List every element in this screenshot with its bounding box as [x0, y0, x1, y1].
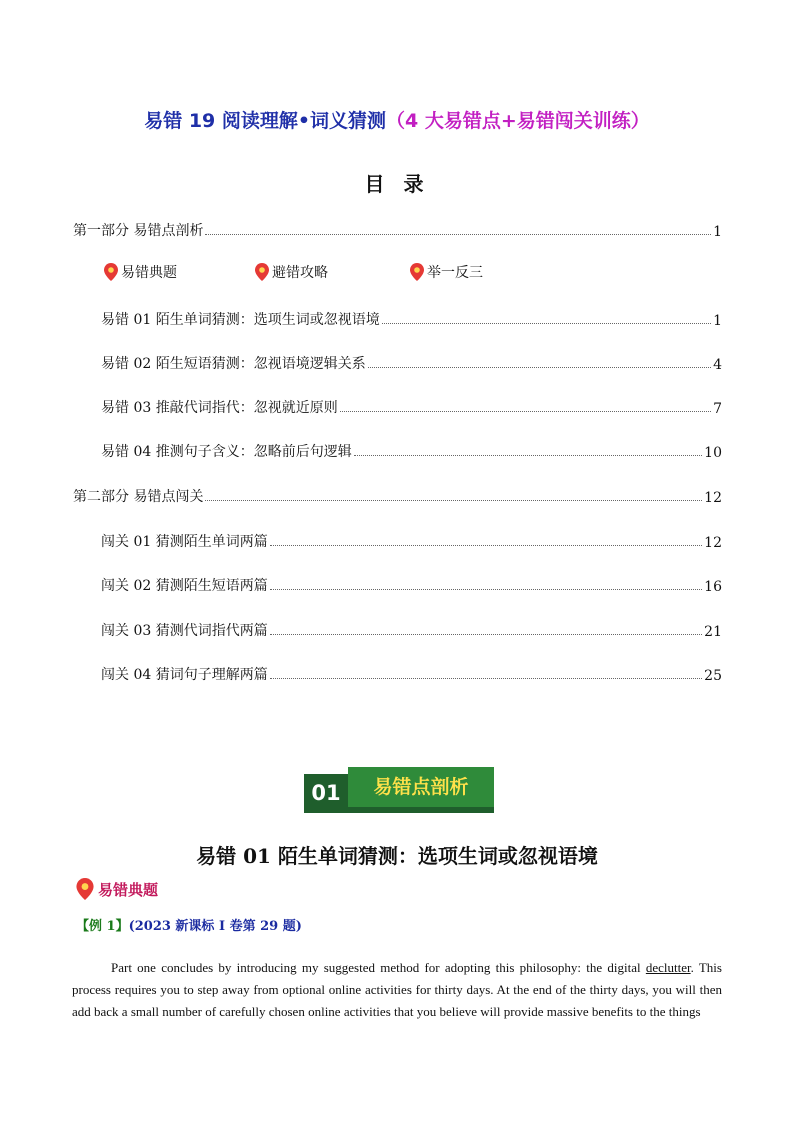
title-subtitle: （4 大易错点+易错闯关训练） [386, 110, 650, 132]
passage-text-continued: . This process requires you to step away from optional online activities for thirty days. At the end of the thirty days, you will then add back a small number of carefully chosen online activities that you believe will provide massive benefits to the things [72, 960, 722, 1019]
toc-leader [368, 367, 711, 368]
toc-entry[interactable] [101, 664, 722, 684]
toc-entry-page: 1 [713, 313, 722, 329]
toc-entry[interactable] [101, 575, 722, 595]
document-title [0, 106, 794, 133]
toc-entry[interactable] [73, 220, 722, 240]
banner-text: 易错点剖析 [348, 767, 494, 813]
toc-entry[interactable] [101, 531, 722, 551]
toc-entry[interactable] [101, 353, 722, 373]
toc-entry-page: 1 [713, 224, 722, 240]
toc-leader [270, 634, 702, 635]
toc-pin-row [104, 262, 544, 284]
toc-leader [205, 500, 702, 501]
toc-entry[interactable] [101, 397, 722, 417]
pin-item [255, 262, 328, 282]
toc-entry[interactable] [101, 441, 722, 461]
toc-entry-page: 7 [713, 401, 722, 417]
section-banner [304, 767, 494, 813]
passage-paragraph [72, 957, 722, 1023]
location-pin-icon [104, 263, 118, 281]
example-label: 【例 1】 [76, 919, 129, 934]
toc-leader [205, 234, 711, 235]
section-title: 易错 01 陌生单词猜测：选项生词或忽视语境 [196, 844, 598, 868]
toc-entry-page: 12 [704, 490, 722, 506]
title-main: 易错 19 阅读理解•词义猜测 [144, 110, 387, 132]
toc-entry-label: 第一部分 易错点剖析 [73, 223, 204, 239]
location-pin-icon [76, 878, 94, 900]
toc-entry-page: 4 [713, 357, 722, 373]
banner-number: 01 [304, 774, 348, 813]
pin-item [104, 262, 177, 282]
toc-entry[interactable] [73, 486, 722, 506]
toc-entry-page: 12 [704, 535, 722, 551]
toc-entry-label: 易错 02 陌生短语猜测：忽视语境逻辑关系 [101, 356, 366, 372]
toc-entry-label: 闯关 03 猜测代词指代两篇 [101, 623, 268, 639]
pin-label: 举一反三 [427, 265, 483, 281]
toc-entry[interactable] [101, 620, 722, 640]
pin-label: 避错攻略 [272, 265, 328, 281]
example-source: (2023 新课标 I 卷第 29 题) [128, 919, 302, 934]
toc-entry-page: 21 [704, 624, 722, 640]
toc-leader [340, 411, 711, 412]
passage-text: Part one concludes by introducing my suggested method for adopting this philosophy: the digital [111, 960, 646, 975]
pin-label: 易错典题 [121, 265, 177, 281]
toc-leader [270, 589, 702, 590]
pin-item [410, 262, 483, 282]
toc-entry-label: 第二部分 易错点闯关 [73, 489, 204, 505]
toc-entry-page: 25 [704, 668, 722, 684]
toc-leader [354, 455, 702, 456]
toc-leader [270, 545, 702, 546]
toc-entry-page: 16 [704, 579, 722, 595]
toc-entry-label: 易错 04 推测句子含义：忽略前后句逻辑 [101, 444, 352, 460]
toc-entry-label: 闯关 02 猜测陌生短语两篇 [101, 578, 268, 594]
sub-heading [76, 878, 158, 900]
toc-heading: 目 录 [364, 172, 430, 196]
toc-entry-label: 易错 03 推敲代词指代：忽视就近原则 [101, 400, 338, 416]
sub-heading-label: 易错典题 [98, 880, 159, 899]
toc-entry-page: 10 [704, 445, 722, 461]
toc-entry[interactable] [101, 309, 722, 329]
toc-leader [382, 323, 711, 324]
target-word: declutter [645, 960, 691, 975]
toc-entry-label: 易错 01 陌生单词猜测：选项生词或忽视语境 [101, 312, 380, 328]
toc-entry-label: 闯关 04 猜词句子理解两篇 [101, 667, 268, 683]
example-header [76, 915, 302, 934]
toc-leader [270, 678, 702, 679]
toc-entry-label: 闯关 01 猜测陌生单词两篇 [101, 534, 268, 550]
location-pin-icon [410, 263, 424, 281]
location-pin-icon [255, 263, 269, 281]
